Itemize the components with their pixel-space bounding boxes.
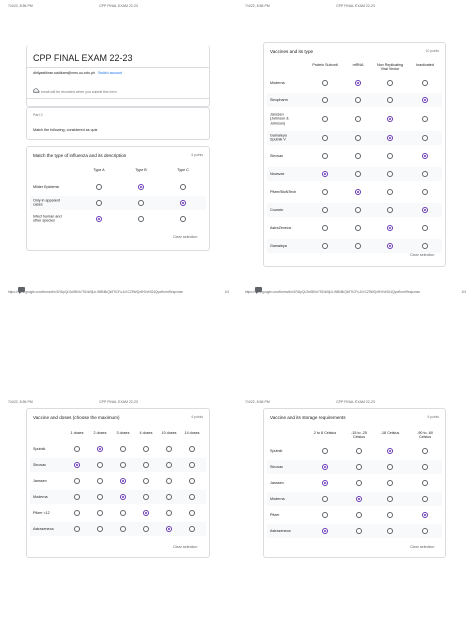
clear-selection-button[interactable]: Clear selection (410, 545, 435, 549)
page-4 (237, 316, 474, 632)
radio-option[interactable] (355, 171, 361, 177)
column-header: Protein Subunit (312, 63, 338, 67)
section-card (26, 107, 210, 140)
radio-option[interactable] (120, 526, 126, 532)
row-label: Milder Epidemic (33, 184, 60, 189)
row-label: Sinovac (270, 153, 284, 158)
radio-option[interactable] (387, 225, 393, 231)
switch-account-link[interactable]: Switch account (97, 71, 123, 75)
radio-option[interactable] (355, 189, 361, 195)
radio-option[interactable] (189, 478, 195, 484)
radio-option[interactable] (322, 243, 328, 249)
radio-option[interactable] (355, 116, 361, 122)
radio-option[interactable] (422, 480, 428, 486)
divider (27, 98, 209, 99)
radio-option[interactable] (387, 135, 393, 141)
radio-option[interactable] (387, 171, 393, 177)
radio-option[interactable] (387, 480, 393, 486)
cloud-icon (33, 80, 39, 85)
radio-option[interactable] (120, 510, 126, 516)
question-title: Match the type of influenza and its description (33, 153, 127, 158)
radio-option[interactable] (422, 496, 428, 502)
row-label: Novavax (270, 171, 285, 176)
row-label: AstraZeneca (270, 225, 291, 230)
print-time: 7/4/22, 8:56 PM (8, 4, 33, 8)
radio-option[interactable] (422, 464, 428, 470)
footer-url: https://docs.google.com/forms/d/e/1FAIpQLSeIBKrk7S1hk9jLb-WBN8rQk9TICFuJLKCZ9WQx9HVvNG4Qyw/formResponse (8, 290, 184, 294)
user-email: dhilyasthiran.saidkam@nms.uu.edu.ph (33, 71, 95, 75)
radio-option[interactable] (166, 494, 172, 500)
row-label: Sinovac (270, 464, 284, 469)
radio-option[interactable] (120, 478, 126, 484)
column-header: 2 to 8 Celsius (313, 431, 337, 435)
radio-option[interactable] (120, 462, 126, 468)
question-points: 10 points (425, 49, 439, 53)
print-title: CPP FINAL EXAM 22-23 (99, 4, 138, 8)
radio-option[interactable] (120, 446, 126, 452)
print-title: CPP FINAL EXAM 22-23 (99, 400, 138, 404)
radio-option[interactable] (97, 526, 103, 532)
form-title: CPP FINAL EXAM 22-23 (33, 53, 133, 63)
radio-option[interactable] (422, 189, 428, 195)
radio-option[interactable] (97, 494, 103, 500)
row-label: Sputnik (33, 446, 46, 451)
radio-option[interactable] (355, 225, 361, 231)
radio-option[interactable] (356, 448, 362, 454)
radio-option[interactable] (74, 462, 80, 468)
radio-option[interactable] (97, 478, 103, 484)
radio-option[interactable] (387, 189, 393, 195)
column-header: Type C (177, 168, 189, 172)
column-header: 10 doses (161, 431, 177, 435)
radio-option[interactable] (322, 528, 328, 534)
radio-option[interactable] (96, 216, 102, 222)
question-points: 6 points (191, 153, 203, 157)
row-label: Sinopharm (270, 97, 288, 102)
radio-option[interactable] (422, 153, 428, 159)
radio-option[interactable] (355, 80, 361, 86)
row-label: Gamaleya Sputnik V (270, 133, 287, 142)
radio-option[interactable] (422, 97, 428, 103)
radio-option[interactable] (322, 97, 328, 103)
radio-option[interactable] (138, 184, 144, 190)
radio-option[interactable] (143, 494, 149, 500)
row-label: Astrazeneca (33, 526, 54, 531)
radio-option[interactable] (422, 528, 428, 534)
section-part: Part 2 (33, 113, 43, 117)
radio-option[interactable] (138, 216, 144, 222)
radio-option[interactable] (422, 80, 428, 86)
column-header: 4 doses (139, 431, 153, 435)
radio-option[interactable] (97, 510, 103, 516)
question-title: Vaccine and doses (choose the maximum) (33, 415, 120, 420)
column-header: -15 to -25 Celsius (351, 431, 367, 440)
radio-option[interactable] (166, 526, 172, 532)
radio-option[interactable] (322, 80, 328, 86)
radio-option[interactable] (322, 496, 328, 502)
footer-url: https://docs.google.com/forms/d/e/1FAIpQLSeIBKrk7S1hk9jLb-WBN8rQk9TICFuJLKCZ9WQx9HVvNG4Qyw/formResponse (245, 290, 421, 294)
row-label: Sputnik (270, 448, 283, 453)
radio-option[interactable] (387, 97, 393, 103)
row-label: Janssen (Johnson & Johnson) (270, 112, 289, 126)
row-label: Moderna (270, 80, 285, 85)
column-header: Inactivated (416, 63, 434, 67)
question-points: 6 points (191, 415, 203, 419)
radio-option[interactable] (322, 225, 328, 231)
radio-option[interactable] (387, 153, 393, 159)
radio-option[interactable] (180, 216, 186, 222)
radio-option[interactable] (387, 464, 393, 470)
radio-option[interactable] (322, 512, 328, 518)
radio-option[interactable] (387, 80, 393, 86)
column-header: 2 doses (93, 431, 107, 435)
radio-option[interactable] (387, 496, 393, 502)
row-label: Infect human and other species (33, 214, 62, 223)
radio-option[interactable] (387, 116, 393, 122)
radio-option[interactable] (387, 207, 393, 213)
question-card-influenza (26, 146, 210, 251)
page-1 (0, 0, 237, 316)
print-time: 7/4/22, 8:56 PM (245, 4, 270, 8)
radio-option[interactable] (355, 135, 361, 141)
radio-option[interactable] (356, 464, 362, 470)
radio-option[interactable] (322, 153, 328, 159)
question-points: 6 points (427, 415, 439, 419)
radio-option[interactable] (180, 200, 186, 206)
row-label: Only in apparent cases (33, 198, 61, 207)
radio-option[interactable] (143, 446, 149, 452)
question-card-vaccine-type (263, 42, 446, 267)
radio-option[interactable] (387, 243, 393, 249)
page-header (245, 4, 466, 10)
row-label: Pfizer/BioNTech (270, 189, 297, 194)
radio-option[interactable] (422, 448, 428, 454)
radio-option[interactable] (189, 510, 195, 516)
row-label: Janssen (270, 480, 284, 485)
radio-option[interactable] (166, 510, 172, 516)
radio-option[interactable] (322, 464, 328, 470)
page-header (245, 400, 466, 406)
radio-option[interactable] (387, 512, 393, 518)
radio-option[interactable] (120, 494, 126, 500)
question-card-storage (263, 408, 446, 558)
page-number: 2/4 (461, 290, 466, 294)
radio-option[interactable] (143, 478, 149, 484)
print-time: 7/4/22, 8:56 PM (8, 400, 33, 404)
page-footer (8, 290, 229, 296)
print-time: 7/4/22, 8:56 PM (245, 400, 270, 404)
radio-option[interactable] (97, 462, 103, 468)
page-footer (245, 290, 466, 296)
radio-option[interactable] (166, 446, 172, 452)
radio-option[interactable] (97, 446, 103, 452)
page-2 (237, 0, 474, 316)
radio-option[interactable] (355, 97, 361, 103)
radio-option[interactable] (189, 462, 195, 468)
radio-option[interactable] (355, 207, 361, 213)
column-header: mRNA (352, 63, 364, 67)
radio-option[interactable] (422, 512, 428, 518)
row-label: Moderna (270, 496, 285, 501)
radio-option[interactable] (322, 171, 328, 177)
column-header: -18 Celsius (380, 431, 400, 435)
radio-option[interactable] (143, 510, 149, 516)
radio-option[interactable] (387, 448, 393, 454)
radio-option[interactable] (322, 189, 328, 195)
radio-option[interactable] (74, 510, 80, 516)
radio-option[interactable] (138, 200, 144, 206)
question-title: Vaccine and its storage requirements (270, 415, 346, 420)
radio-option[interactable] (422, 243, 428, 249)
clear-selection-button[interactable]: Clear selection (173, 235, 198, 239)
radio-option[interactable] (166, 478, 172, 484)
radio-option[interactable] (322, 135, 328, 141)
column-header: Type B (135, 168, 147, 172)
clear-selection-button[interactable]: Clear selection (173, 545, 198, 549)
page-3 (0, 316, 237, 632)
column-header: -90 to -60 Celsius (417, 431, 433, 440)
column-header: Non Replicating Viral Vector (376, 63, 404, 72)
radio-option[interactable] (189, 494, 195, 500)
question-title: Vaccines and its type (270, 49, 314, 54)
radio-option[interactable] (355, 153, 361, 159)
radio-option[interactable] (356, 528, 362, 534)
divider (27, 67, 209, 68)
radio-option[interactable] (74, 494, 80, 500)
row-label: Gamaleya (270, 243, 287, 248)
radio-option[interactable] (322, 116, 328, 122)
radio-option[interactable] (189, 526, 195, 532)
print-title: CPP FINAL EXAM 22-23 (336, 400, 375, 404)
radio-option[interactable] (74, 446, 80, 452)
radio-option[interactable] (356, 496, 362, 502)
form-header-card (26, 45, 210, 107)
radio-option[interactable] (166, 462, 172, 468)
radio-option[interactable] (180, 184, 186, 190)
radio-option[interactable] (74, 478, 80, 484)
column-header: 1 doses (70, 431, 84, 435)
radio-option[interactable] (74, 526, 80, 532)
radio-option[interactable] (422, 135, 428, 141)
row-label: Astrazeneca (270, 528, 291, 533)
row-label: Sinovac (33, 462, 47, 467)
radio-option[interactable] (422, 171, 428, 177)
radio-option[interactable] (96, 184, 102, 190)
row-label: Moderna (33, 494, 48, 499)
row-label: Janssen (33, 478, 47, 483)
page-number: 1/4 (224, 290, 229, 294)
radio-option[interactable] (422, 116, 428, 122)
radio-option[interactable] (422, 207, 428, 213)
radio-option[interactable] (189, 446, 195, 452)
email-note: Your email will be recorded when you submit this form (33, 90, 117, 94)
radio-option[interactable] (355, 243, 361, 249)
page-header (8, 400, 229, 406)
radio-option[interactable] (143, 462, 149, 468)
radio-option[interactable] (322, 480, 328, 486)
radio-option[interactable] (422, 225, 428, 231)
column-header: 14 doses (184, 431, 200, 435)
radio-option[interactable] (356, 480, 362, 486)
question-card-doses (26, 408, 210, 558)
row-label: Covaxin (270, 207, 284, 212)
radio-option[interactable] (322, 207, 328, 213)
radio-option[interactable] (322, 448, 328, 454)
section-instruction: Match the following, considered as quiz (33, 128, 98, 132)
row-label: Pfizer <12 (33, 510, 50, 515)
column-header: 3 doses (116, 431, 130, 435)
radio-option[interactable] (96, 200, 102, 206)
row-label: Pfizer (270, 512, 280, 517)
radio-option[interactable] (356, 512, 362, 518)
radio-option[interactable] (143, 526, 149, 532)
print-title: CPP FINAL EXAM 22-23 (336, 4, 375, 8)
page-header (8, 4, 229, 10)
radio-option[interactable] (387, 528, 393, 534)
column-header: Type A (93, 168, 105, 172)
clear-selection-button[interactable]: Clear selection (410, 253, 435, 257)
